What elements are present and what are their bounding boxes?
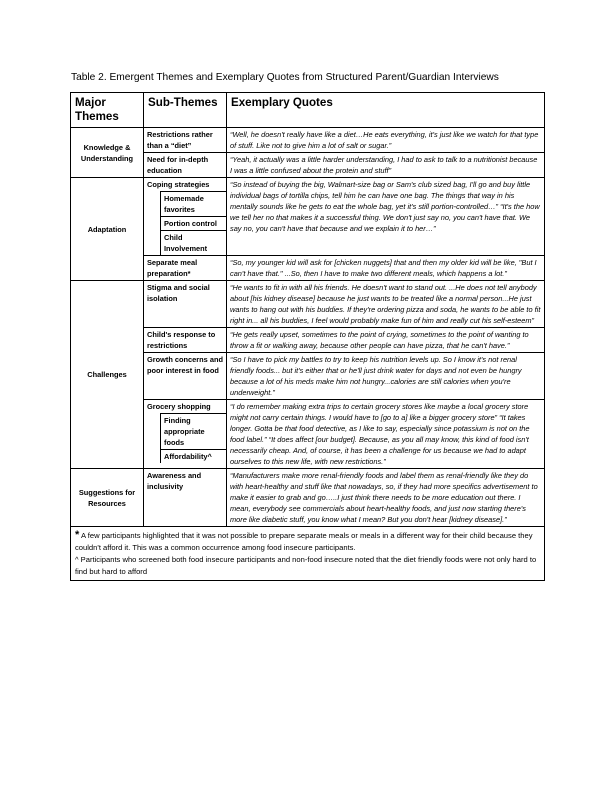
table-row [144, 469, 544, 526]
sub-sub-theme: Affordability^ [161, 449, 226, 463]
sub-theme-cell [144, 400, 227, 468]
sub-sub-theme: Child Involvement [161, 230, 226, 255]
quote-cell: “I do remember making extra trips to certain grocery stores like maybe a local grocery store might not carry certain things. I would have to [go to a] like a bigger grocery store” “It takes longer. Gotta be that food detective, as I like to say, especially since potassium is not on the food label.” “It does affect [our budget]. Because, as you all may know, this kind of food isn't necessarily cheap. And, of course, it has been a challenge for us because we had to adapt ourselves to this new life, with new restrictions.” [230, 402, 530, 466]
footnote-star-text: A few participants highlighted that it was not possible to prepare separate meals or meals in a different way for their child because they couldn't afford it. This was a common occurrence among food insecure participants. [75, 531, 533, 552]
major-theme-cell: Challenges [71, 281, 144, 468]
header-exemplary-quotes: Exemplary Quotes [231, 96, 333, 109]
table-row [144, 256, 544, 280]
sub-sub-theme: Finding appropriate foods [161, 413, 226, 449]
theme-group-knowledge [71, 128, 544, 178]
table-row [144, 178, 544, 256]
quote-cell: “He gets really upset, sometimes to the point of crying, sometimes to the point of wanting to throw a fit or walking away, because other people can have pizza, that he can't have.” [230, 330, 529, 350]
footnote-star-mark: * [75, 529, 80, 541]
table-caption: Table 2. Emergent Themes and Exemplary Quotes from Structured Parent/Guardian Interviews [71, 72, 499, 83]
sub-theme-cell: Separate meal preparation* [144, 256, 227, 280]
major-theme-cell: Adaptation [71, 178, 144, 280]
themes-table [70, 92, 545, 581]
major-theme-cell: Knowledge & Understanding [71, 128, 144, 177]
table-row [144, 353, 544, 400]
major-theme-cell: Suggestions for Resources [71, 469, 144, 526]
table-header [71, 93, 544, 128]
table-row [144, 281, 544, 328]
sub-sub-theme: Portion control [161, 216, 226, 230]
quote-cell: “Yeah, it actually was a little harder understanding, I had to ask to talk to a nutritionist because I was a little confused about the protein and stuff” [230, 155, 538, 175]
sub-theme-cell: Child's response to restrictions [144, 328, 227, 352]
sub-sub-theme: Homemade favorites [161, 191, 226, 216]
theme-group-adaptation [71, 178, 544, 281]
sub-sub-theme-list [160, 191, 226, 255]
footnote-caret: ^ Participants who screened both food insecure participants and non-food insecure noted that the diet friendly foods were not only hard to find but hard to afford [75, 555, 537, 576]
quote-cell: “So, my younger kid will ask for [chicken nuggets] that and then my older kid will be like, "But I can't have that." ...So, then I have to make two different meals, which happens a lot.” [230, 258, 537, 278]
quote-cell: “So instead of buying the big, Walmart-size bag or Sam's club sized bag, I'll go and buy little individual bags of tortilla chips, tell him he can have one bag. The things that way in his mentally sounds like he gets to eat the whole bag, yet it's still portion-controlled…” “It's the how we tell her no that makes it a successful thing. We don't just say no, you can't have that. We say no, you can't have that because and we explain it to her…” [230, 180, 540, 233]
theme-group-suggestions [71, 469, 544, 527]
table-row [144, 153, 544, 177]
quote-cell: “Well, he doesn't really have like a diet…He eats everything, it's just like we watch for that type of stuff. Like not to give him a lot of salt or sugar.” [230, 130, 539, 150]
quote-cell: “So I have to pick my battles to try to keep his nutrition levels up. So I know it's not renal friendly foods... but it's either that or he'll just drink water for days and not even be hungry because a lot of his meds make him not hungry...calories are still calories when you're underweight.” [230, 355, 522, 397]
table-footnotes [71, 527, 544, 580]
sub-sub-theme-list [160, 413, 226, 463]
theme-group-challenges [71, 281, 544, 469]
header-sub-themes: Sub-Themes [144, 93, 227, 127]
sub-theme-label: Coping strategies [147, 180, 210, 189]
table-row [144, 400, 544, 468]
quote-cell: “Manufacturers make more renal-friendly foods and label them as renal-friendly like they do with heart-healthy and stuff like that nowadays, so, if they had more specifics advertisement to make it easier to grab and go…..I just think there needs to be more education out there. I mean, everybody see commercials about heart-healthy foods, and just now starting there's more like diabetic stuff, you know what I mean? But you don't hear [kidney disease].” [230, 471, 538, 524]
footnote-star [75, 529, 540, 554]
table-row [144, 128, 544, 153]
table-row [144, 328, 544, 353]
header-major-themes: Major Themes [71, 93, 144, 127]
quote-cell: “He wants to fit in with all his friends. He doesn't want to stand out. ...He does not tell anybody about [his kidney disease] because he just wants to be treated like a normal person...He just wants to hang out with his buddies. If they're ordering pizza and soda, he wants to be able to fit right in... all his buddies, I feel would probably make fun of him and really cut his self-esteem” [230, 283, 541, 325]
sub-theme-cell: Stigma and social isolation [144, 281, 227, 327]
sub-theme-cell: Need for in-depth education [144, 153, 227, 177]
sub-theme-cell: Awareness and inclusivity [144, 469, 227, 526]
sub-theme-cell: Growth concerns and poor interest in food [144, 353, 227, 399]
sub-theme-cell: Restrictions rather than a “diet” [144, 128, 227, 152]
sub-theme-cell [144, 178, 227, 255]
sub-theme-label: Grocery shopping [147, 402, 211, 411]
